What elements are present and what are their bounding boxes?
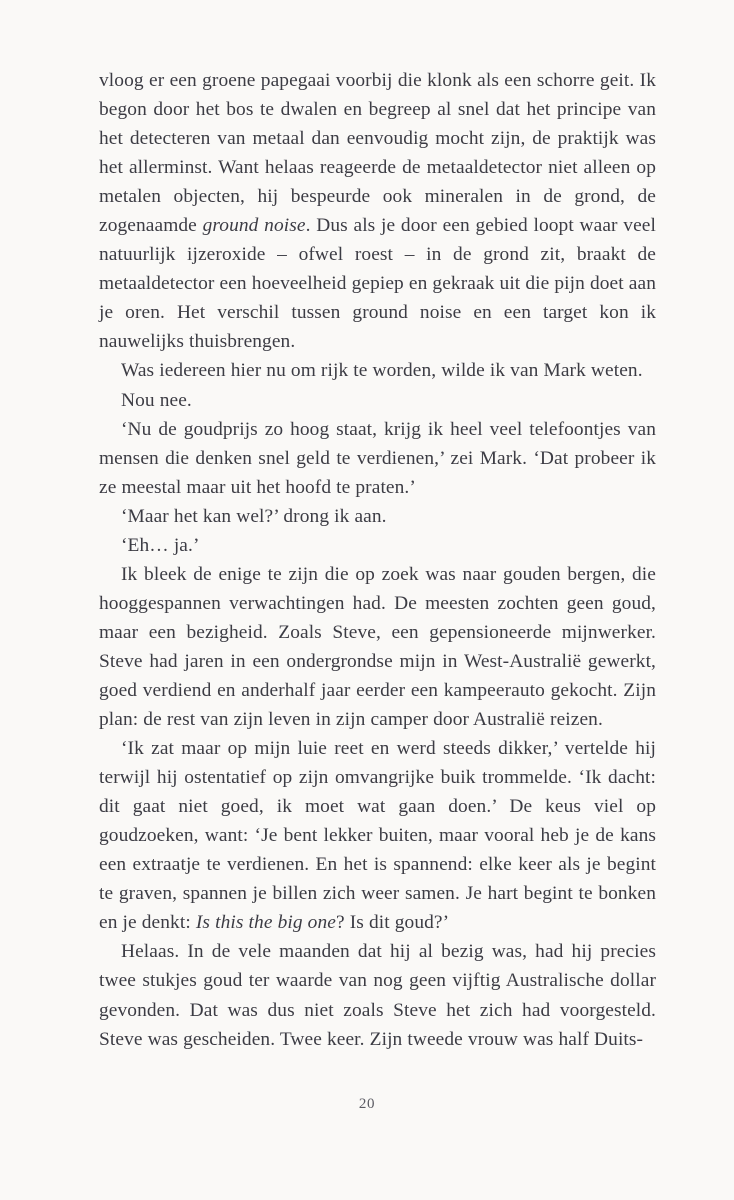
italic-phrase: ground noise	[202, 215, 306, 237]
italic-phrase: Is this the big one	[195, 912, 336, 934]
paragraph: Ik bleek de enige te zijn die op zoek was naar gouden bergen, die hooggespannen verwachtingen had. De meesten zochten geen goud, maar een bezigheid. Zoals Steve, een gepensioneerde mijnwerker. Steve had jaren in een ondergrondse mijn in West-Australië gewerkt, goed verdiend en anderhalf jaar eerder een kampeerauto gekocht. Zijn plan: de rest van zijn leven in zijn camper door Australië reizen.	[99, 563, 656, 731]
paragraph: ‘Eh… ja.’	[121, 534, 200, 556]
body-text-column	[99, 66, 656, 1054]
paragraph: vloog er een groene papegaai voorbij die klonk als een schorre geit. Ik begon door het bos te dwalen en begreep al snel dat het principe van het detecteren van metaal dan eenvoudig mocht zijn, de praktijk was het allerminst. Want helaas reageerde de metaaldetector niet alleen op metalen objecten, hij bespeurde ook mineralen in de grond, de zogenaamde ground noise. Dus als je door een gebied loopt waar veel natuurlijk ijzeroxide – ofwel roest – in de grond zit, braakt de metaaldetector een hoeveelheid gepiep en gekraak uit die pijn doet aan je oren. Het verschil tussen ground noise en een target kon ik nauwelijks thuisbrengen.	[99, 70, 656, 353]
paragraph: Helaas. In de vele maanden dat hij al bezig was, had hij precies twee stukjes goud ter waarde van nog geen vijftig Australische dollar gevonden. Dat was dus niet zoals Steve het zich had voorgesteld. Steve was gescheiden. Twee keer. Zijn tweede vrouw was half Duits-	[99, 941, 656, 1050]
paragraph: Nou nee.	[121, 389, 192, 411]
paragraph: ‘Ik zat maar op mijn luie reet en werd steeds dikker,’ vertelde hij terwijl hij ostentatief op zijn omvangrijke buik trommelde. ‘Ik dacht: dit gaat niet goed, ik moet wat gaan doen.’ De keus viel op goudzoeken, want: ‘Je bent lekker buiten, maar vooral heb je de kans een extraatje te verdienen. En het is spannend: elke keer als je begint te graven, spannen je billen zich weer samen. Je hart begint te bonken en je denkt: Is this the big one? Is dit goud?’	[99, 738, 656, 934]
paragraph: ‘Maar het kan wel?’ drong ik aan.	[121, 505, 387, 527]
paragraph: Was iedereen hier nu om rijk te worden, wilde ik van Mark weten.	[121, 360, 643, 382]
paragraph: ‘Nu de goudprijs zo hoog staat, krijg ik heel veel telefoontjes van mensen die denken snel geld te verdienen,’ zei Mark. ‘Dat probeer ik ze meestal maar uit het hoofd te praten.’	[99, 418, 656, 498]
page-number: 20	[358, 1096, 376, 1112]
